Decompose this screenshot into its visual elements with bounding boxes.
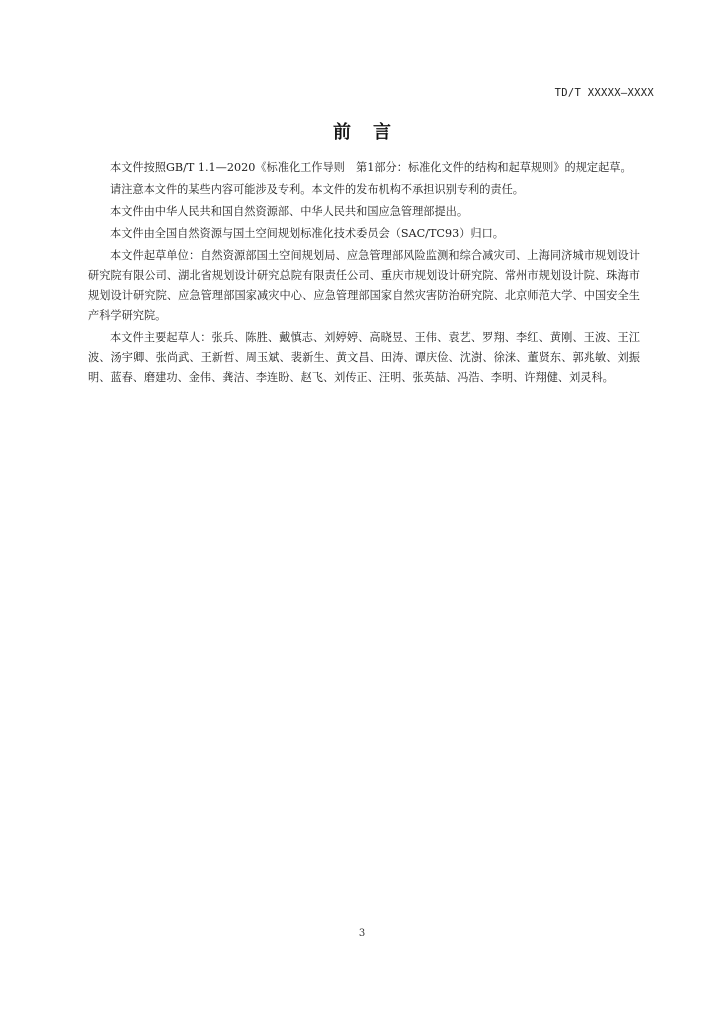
paragraph-drafting-rules: 本文件按照GB/T 1.1—2020《标准化工作导则 第1部分：标准化文件的结构和起草规则》的规定起草。 [110,161,632,174]
page-number: 3 [358,928,366,939]
document-code: TD/T XXXXX—XXXX [554,87,654,99]
paragraph-drafters: 本文件主要起草人：张兵、陈胜、戴慎志、刘婷婷、高晓昱、王伟、袁艺、罗翔、李红、黄刚、王波、王江波、汤宇卿、张尚武、王新哲、周玉斌、裴新生、黄文昌、田涛、谭庆俭、沈澍、徐涞、董贤东、郭兆敏、刘振明、蓝春、磨建功、金伟、龚洁、李连盼、赵飞、刘传正、汪明、张英喆、冯浩、李明、许翔健、刘灵科。 [88,331,640,384]
paragraph-patent-notice: 请注意本文件的某些内容可能涉及专利。本文件的发布机构不承担识别专利的责任。 [110,183,524,196]
page-title: 前言 [333,122,413,143]
paragraph-proposer: 本文件由中华人民共和国自然资源部、中华人民共和国应急管理部提出。 [110,205,469,218]
paragraph-drafting-units: 本文件起草单位：自然资源部国土空间规划局、应急管理部风险监测和综合减灾司、上海同济城市规划设计研究院有限公司、湖北省规划设计研究总院有限责任公司、重庆市规划设计研究院、常州市规划设计院、珠海市规划设计研究院、应急管理部国家减灾中心、应急管理部国家自然灾害防治研究院、北京师范大学、中国安全生产科学研究院。 [88,249,640,322]
preface-body [88,158,640,390]
paragraph-committee: 本文件由全国自然资源与国土空间规划标准化技术委员会（SAC/TC93）归口。 [110,227,504,240]
